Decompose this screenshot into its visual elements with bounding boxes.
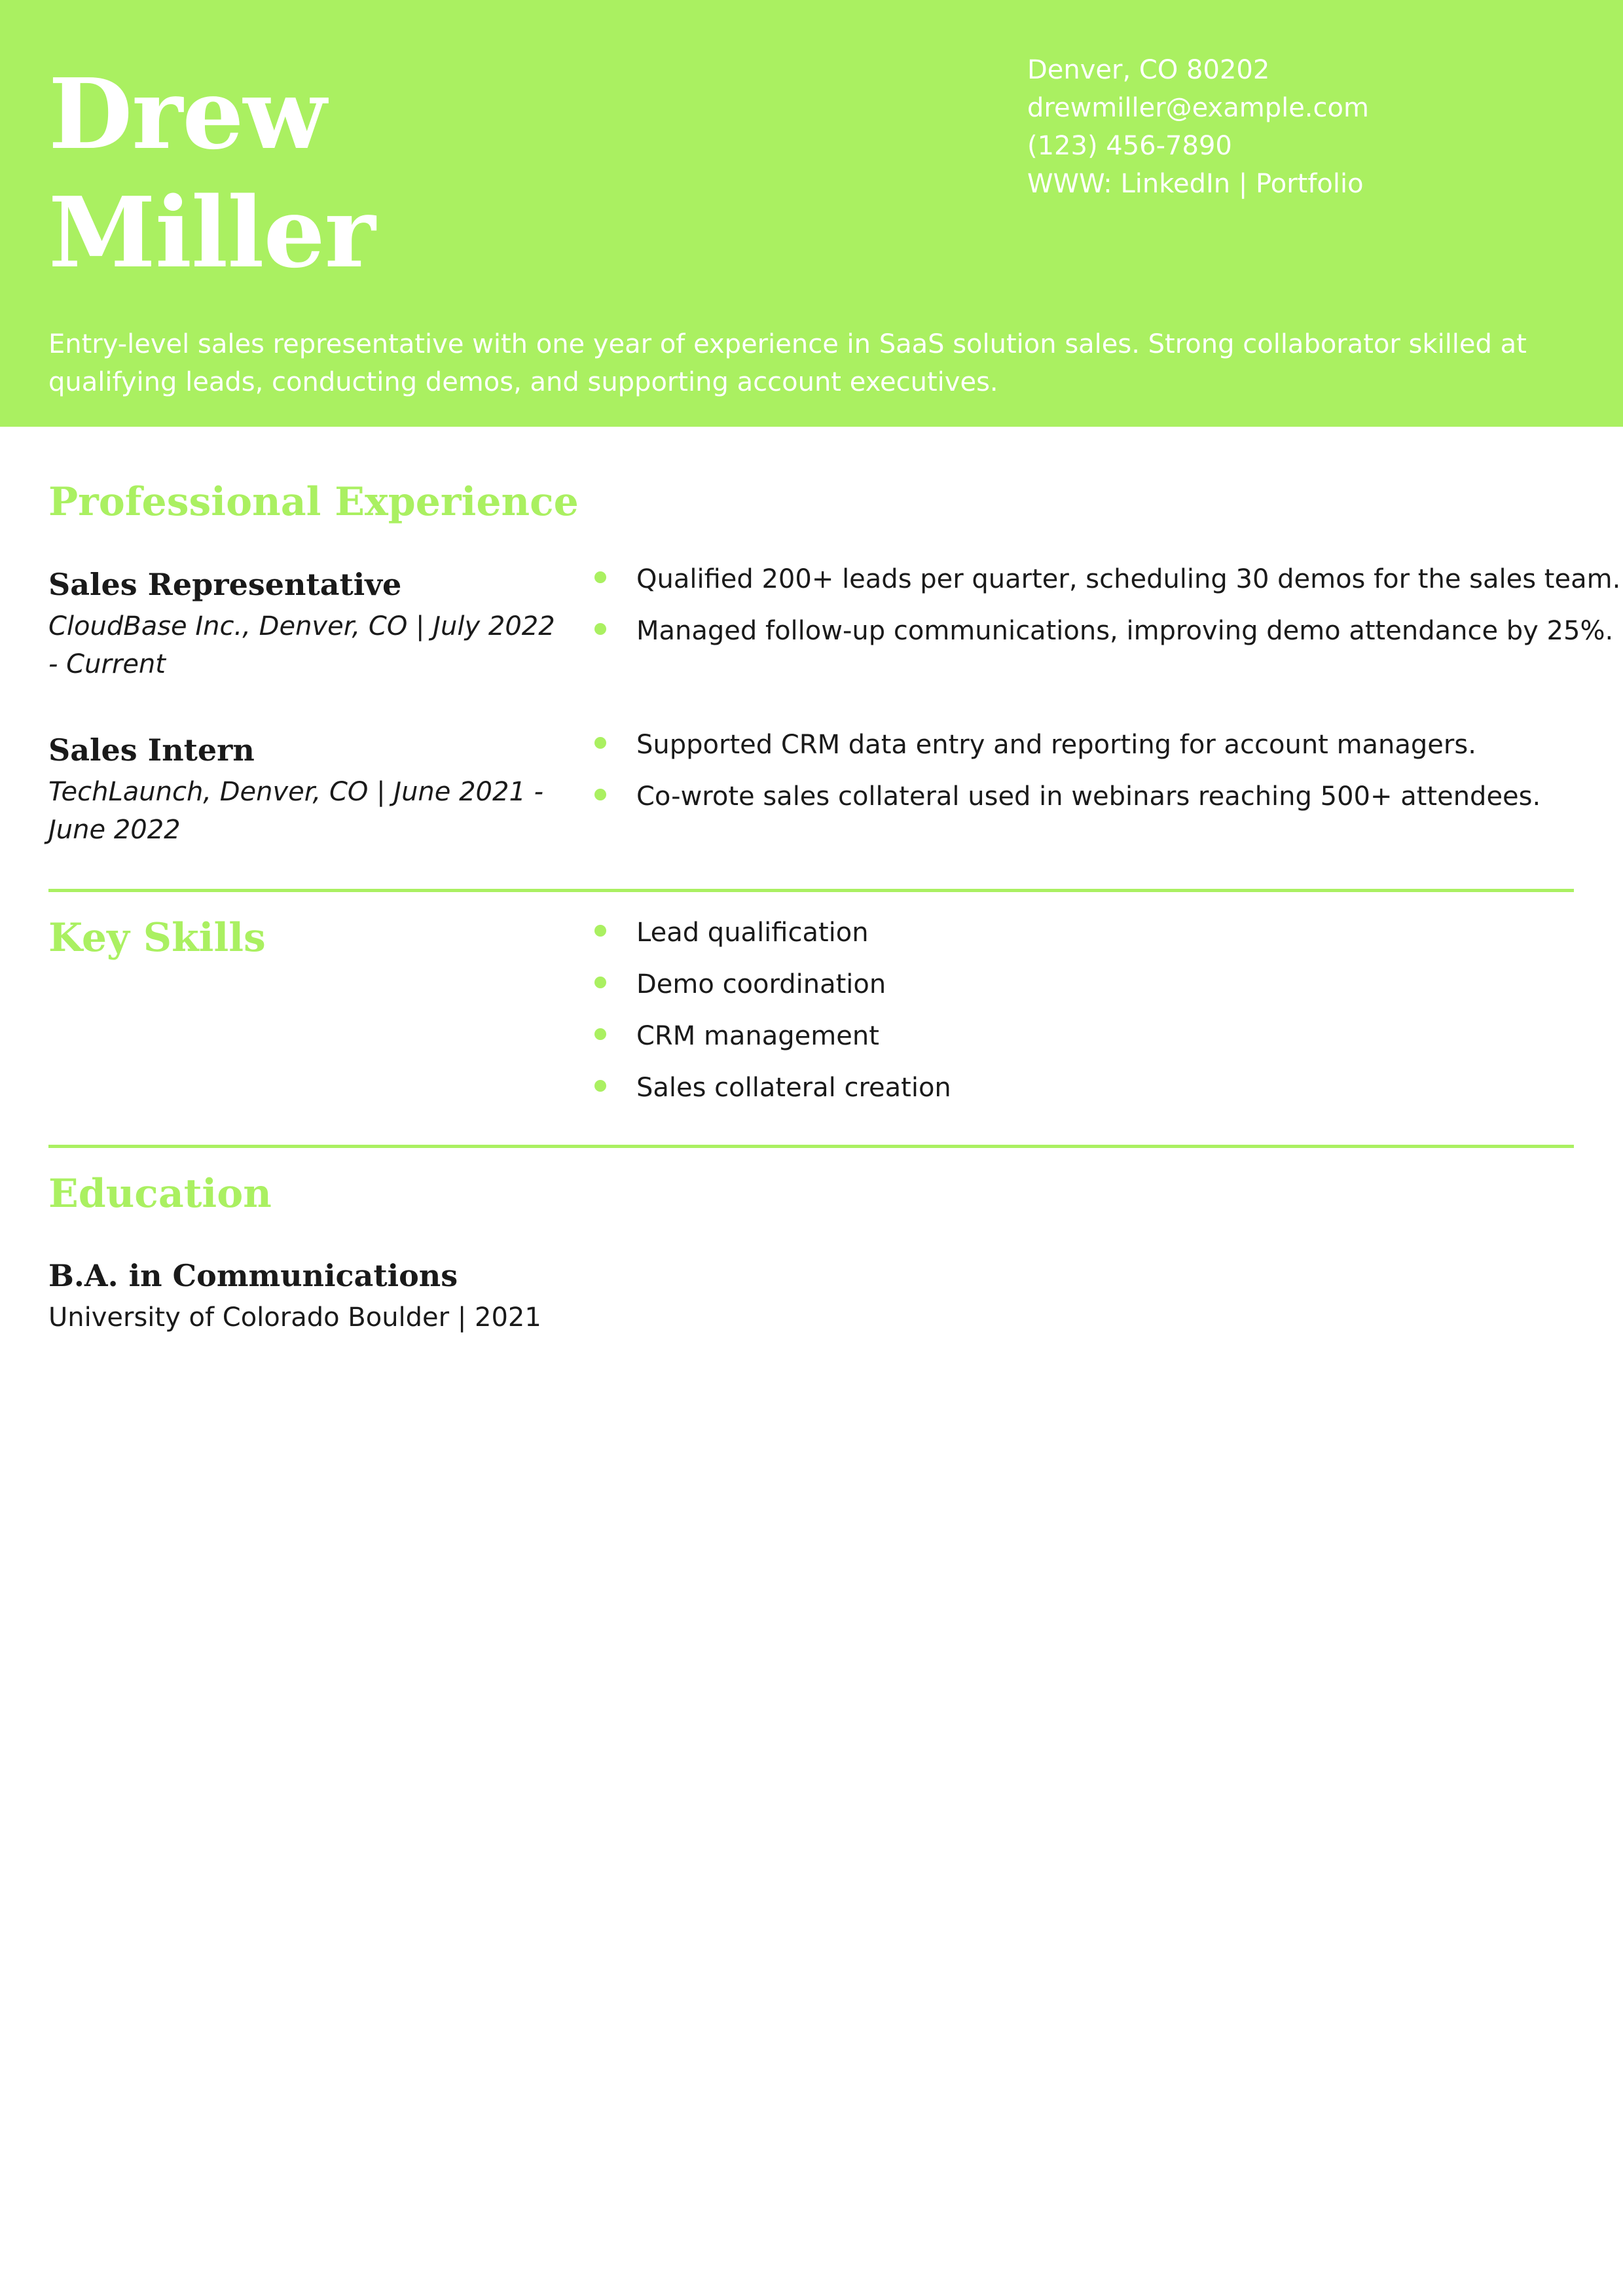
experience-heading: Professional Experience xyxy=(48,479,579,525)
school-info: University of Colorado Boulder | 2021 xyxy=(48,1302,541,1333)
job-title: Sales Representative xyxy=(48,567,402,602)
education-heading: Education xyxy=(48,1171,272,1217)
job-bullets xyxy=(589,728,1541,832)
skill-text: CRM management xyxy=(636,1021,879,1051)
job-bullets xyxy=(589,563,1620,666)
list-item xyxy=(589,728,1541,780)
resume-header xyxy=(0,0,1623,427)
contact-info xyxy=(1027,51,1369,203)
skill-text: Demo coordination xyxy=(636,969,886,999)
bullet-text: Co-wrote sales collateral used in webinars reaching 500+ attendees. xyxy=(636,781,1541,812)
bullet-dot xyxy=(594,977,606,988)
bullet-dot xyxy=(594,1028,606,1040)
first-name: Drew xyxy=(48,57,326,171)
bullet-dot xyxy=(594,737,606,749)
job-meta: CloudBase Inc., Denver, CO | July 2022 - Current xyxy=(48,611,555,679)
list-item xyxy=(589,563,1620,615)
list-item xyxy=(589,916,951,968)
job-meta: TechLaunch, Denver, CO | June 2021 - June 2022 xyxy=(48,777,544,845)
bullet-dot xyxy=(594,571,606,583)
job-title: Sales Intern xyxy=(48,732,255,768)
contact-address: Denver, CO 80202 xyxy=(1027,55,1270,85)
skills-heading: Key Skills xyxy=(48,915,266,961)
bullet-text: Managed follow-up communications, improving demo attendance by 25%. xyxy=(636,616,1614,646)
list-item xyxy=(589,1071,951,1123)
skills-list xyxy=(589,916,951,1123)
skill-text: Sales collateral creation xyxy=(636,1073,951,1103)
bullet-dot xyxy=(594,1080,606,1092)
bullet-dot xyxy=(594,789,606,800)
contact-email[interactable]: drewmiller@example.com xyxy=(1027,93,1369,123)
list-item xyxy=(589,968,951,1020)
bullet-dot xyxy=(594,623,606,635)
contact-phone: (123) 456-7890 xyxy=(1027,131,1232,161)
professional-summary: Entry-level sales representative with one year of experience in SaaS solution sales. Strong collaborator skilled at qualifying leads, conducting demos, and supporting account executives. xyxy=(48,329,1527,397)
bullet-text: Supported CRM data entry and reporting for account managers. xyxy=(636,730,1476,760)
skill-text: Lead qualification xyxy=(636,918,869,948)
degree-title: B.A. in Communications xyxy=(48,1258,458,1293)
candidate-name xyxy=(48,55,375,292)
last-name: Miller xyxy=(48,175,375,289)
list-item xyxy=(589,615,1620,666)
bullet-dot xyxy=(594,925,606,937)
list-item xyxy=(589,780,1541,832)
contact-links[interactable]: WWW: LinkedIn | Portfolio xyxy=(1027,169,1364,199)
section-divider xyxy=(48,889,1574,892)
bullet-text: Qualified 200+ leads per quarter, scheduling 30 demos for the sales team. xyxy=(636,564,1621,594)
list-item xyxy=(589,1020,951,1071)
section-divider xyxy=(48,1145,1574,1148)
